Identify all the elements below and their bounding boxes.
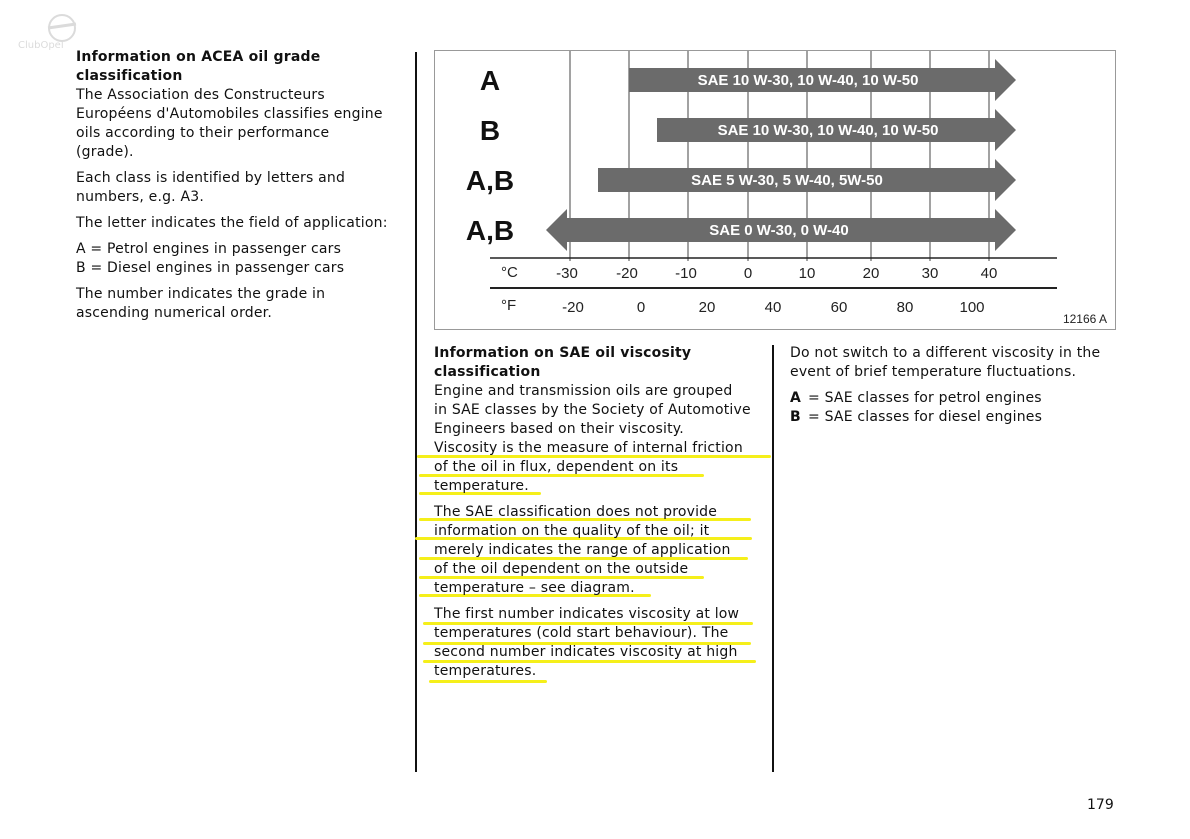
fahrenheit-tick-label: 100	[959, 299, 985, 316]
bar-text-a: SAE 10 W-30, 10 W-40, 10 W-50	[697, 72, 919, 89]
acea-class-paragraph: Each class is identified by letters and numbers, e.g. A3.	[76, 170, 346, 205]
sae-class-definition-a: A = SAE classes for petrol engines	[790, 390, 1042, 406]
acea-section	[76, 48, 406, 330]
fahrenheit-tick-label: 40	[764, 299, 782, 316]
celsius-tick-label: 30	[921, 265, 939, 282]
column-divider-right	[772, 345, 774, 772]
celsius-tick-label: -30	[556, 265, 578, 282]
sae-section	[434, 344, 764, 688]
acea-heading: Information on ACEA oil grade classification	[76, 49, 321, 84]
fahrenheit-tick-label: -20	[562, 299, 584, 316]
row-label-b: B	[479, 115, 501, 146]
celsius-tick-label: -20	[616, 265, 638, 282]
celsius-unit-label: °C	[501, 264, 518, 281]
fahrenheit-tick-label: 60	[830, 299, 848, 316]
clubopel-logo	[14, 10, 94, 52]
acea-intro-paragraph: The Association des Constructeurs Européens d'Automobiles classifies engine oils according to their performance (grade).	[76, 87, 383, 160]
sae-heading: Information on SAE oil viscosity classification	[434, 345, 692, 380]
fahrenheit-tick-label: 80	[896, 299, 914, 316]
diagram-svg	[435, 51, 1115, 329]
fahrenheit-tick-label: 20	[698, 299, 716, 316]
acea-number-paragraph: The number indicates the grade in ascending numerical order.	[76, 286, 326, 321]
svg-text:ClubOpel: ClubOpel	[18, 40, 64, 51]
bar-text-ab1: SAE 5 W-30, 5 W-40, 5W-50	[691, 172, 883, 189]
viscosity-notes	[790, 344, 1130, 427]
acea-letter-definitions: A = Petrol engines in passenger cars B = Diesel engines in passenger cars	[76, 241, 345, 276]
page-number: 179	[1087, 797, 1114, 813]
row-label-a: A	[479, 65, 501, 96]
celsius-tick-label: 20	[862, 265, 880, 282]
sae-viscosity-paragraph: Viscosity is the measure of internal friction of the oil in flux, dependent on its temperature.	[434, 440, 743, 494]
row-label-ab1: A,B	[465, 165, 515, 196]
switch-viscosity-note: Do not switch to a different viscosity in the event of brief temperature fluctuations.	[790, 345, 1101, 380]
sae-quality-paragraph: The SAE classification does not provide information on the quality of the oil; it merely indicates the range of application of the oil dependent on the outside temperature – see diagram.	[434, 504, 731, 596]
celsius-tick-label: 0	[743, 265, 753, 282]
celsius-tick-label: 40	[980, 265, 998, 282]
figure-reference: 12166 A	[1062, 312, 1107, 326]
row-label-ab2: A,B	[465, 215, 515, 246]
bar-text-ab2: SAE 0 W-30, 0 W-40	[709, 222, 849, 239]
column-divider-left	[415, 52, 417, 772]
sae-number-paragraph: The first number indicates viscosity at low temperatures (cold start behaviour). The second number indicates viscosity at high temperatures.	[434, 606, 740, 679]
acea-letter-paragraph: The letter indicates the field of application:	[76, 215, 388, 231]
sae-viscosity-diagram	[434, 50, 1116, 330]
sae-intro-paragraph: Engine and transmission oils are grouped in SAE classes by the Society of Automotive Engineers based on their viscosity.	[434, 383, 751, 437]
sae-class-definition-b: B = SAE classes for diesel engines	[790, 409, 1043, 425]
fahrenheit-unit-label: °F	[501, 297, 517, 314]
celsius-tick-label: -10	[675, 265, 697, 282]
fahrenheit-tick-label: 0	[636, 299, 646, 316]
celsius-tick-label: 10	[798, 265, 816, 282]
bar-text-b: SAE 10 W-30, 10 W-40, 10 W-50	[717, 122, 939, 139]
